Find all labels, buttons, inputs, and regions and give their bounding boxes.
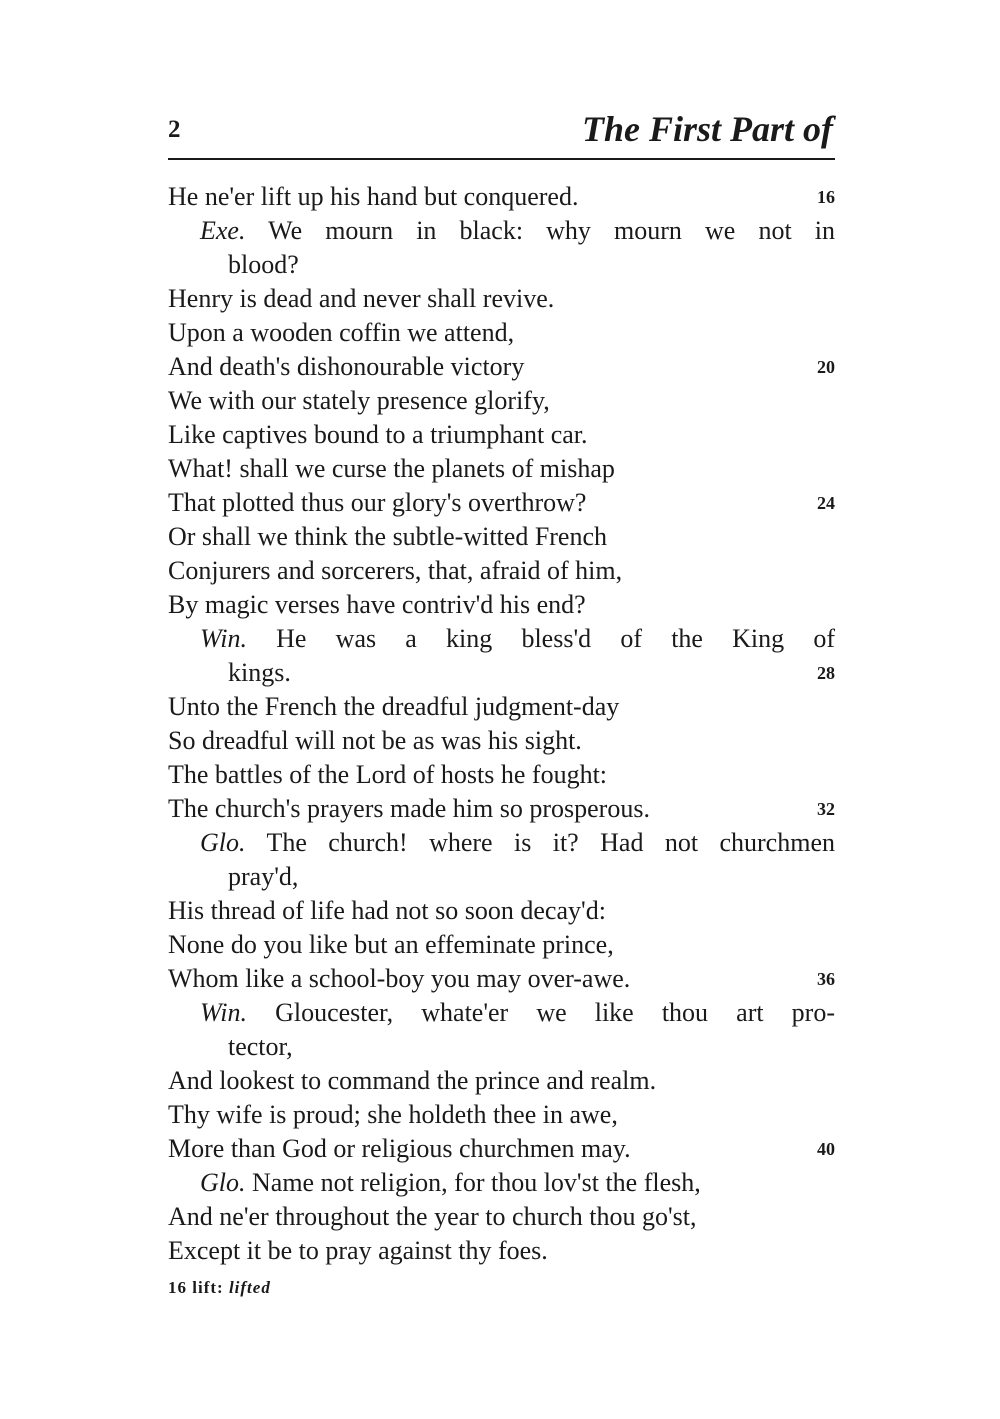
verse-line: Glo. The church! where is it? Had not churchmen xyxy=(200,828,835,857)
speaker-name: Glo. xyxy=(200,1168,246,1197)
line-number: 16 xyxy=(817,187,835,207)
verse-line: kings. 28 xyxy=(168,656,835,690)
verse-line: Glo. Name not religion, for thou lov'st the flesh, xyxy=(200,1168,701,1197)
verse-line: None do you like but an effeminate prince, xyxy=(168,930,614,959)
line-number: 28 xyxy=(817,663,835,683)
line-number: 24 xyxy=(817,493,835,513)
verse-line: Like captives bound to a triumphant car. xyxy=(168,420,588,449)
verse-line: Henry is dead and never shall revive. xyxy=(168,284,555,313)
verse-line: We with our stately presence glorify, xyxy=(168,386,550,415)
line-number: 40 xyxy=(817,1139,835,1159)
verse-line: By magic verses have contriv'd his end? xyxy=(168,590,586,619)
speaker-name: Win. xyxy=(200,624,247,653)
verse-line: Upon a wooden coffin we attend, xyxy=(168,318,515,347)
verse-line: So dreadful will not be as was his sight. xyxy=(168,726,582,755)
verse-line: And lookest to command the prince and realm. xyxy=(168,1066,657,1095)
verse-line: Exe. We mourn in black: why mourn we not in xyxy=(200,216,835,245)
speaker-name: Glo. xyxy=(200,828,246,857)
verse-line: Except it be to pray against thy foes. xyxy=(168,1236,548,1265)
verse-line: His thread of life had not so soon decay'd: xyxy=(168,896,606,925)
running-header xyxy=(168,108,835,160)
verse-line: Thy wife is proud; she holdeth thee in awe, xyxy=(168,1100,618,1129)
speaker-name: Win. xyxy=(200,998,247,1027)
verse-line: tector, xyxy=(228,1032,293,1061)
verse-line: Win. Gloucester, whate'er we like thou art pro- xyxy=(200,998,835,1027)
line-number: 20 xyxy=(817,357,835,377)
running-title: The First Part of xyxy=(581,109,833,149)
verse-line: Win. He was a king bless'd of the King of xyxy=(200,624,836,653)
verse-line: More than God or religious churchmen may. 40 xyxy=(168,1132,835,1166)
verse-line: Whom like a school-boy you may over-awe. 36 xyxy=(168,962,835,996)
verse-line: Conjurers and sorcerers, that, afraid of him, xyxy=(168,556,623,585)
verse-line: And ne'er throughout the year to church thou go'st, xyxy=(168,1202,697,1231)
verse-line: That plotted thus our glory's overthrow? 24 xyxy=(168,486,835,520)
footnote-ref: 16 lift: xyxy=(168,1278,224,1297)
verse-line: blood? xyxy=(228,250,299,279)
verse-line: pray'd, xyxy=(228,862,299,891)
speaker-name: Exe. xyxy=(200,216,246,245)
verse-line: Or shall we think the subtle-witted French xyxy=(168,522,608,551)
footnote-gloss: lifted xyxy=(228,1278,271,1297)
verse-line: The battles of the Lord of hosts he fought: xyxy=(168,760,608,789)
verse-line: He ne'er lift up his hand but conquered. 16 xyxy=(168,180,835,214)
footnote xyxy=(168,1278,271,1298)
page-number: 2 xyxy=(168,116,181,143)
verse-line: Unto the French the dreadful judgment-day xyxy=(168,692,620,721)
verse-line: And death's dishonourable victory 20 xyxy=(168,350,835,384)
verse-line: What! shall we curse the planets of mishap xyxy=(168,454,615,483)
verse-line: The church's prayers made him so prosperous. 32 xyxy=(168,792,835,826)
line-number: 36 xyxy=(817,969,835,989)
line-number: 32 xyxy=(817,799,835,819)
verse-text xyxy=(168,180,835,1268)
